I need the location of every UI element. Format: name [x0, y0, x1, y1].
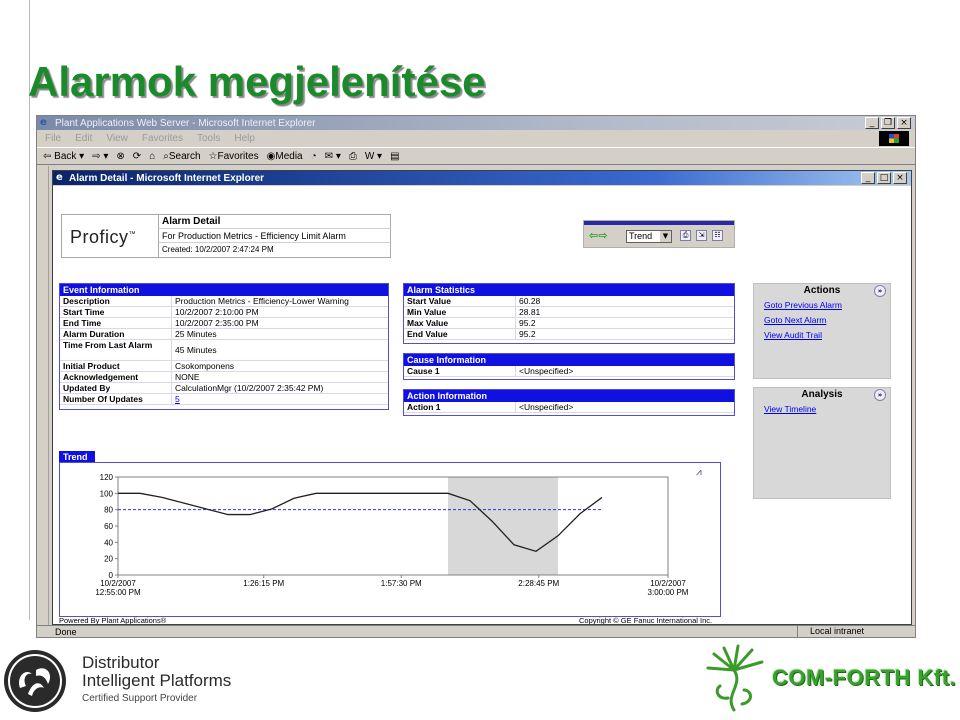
trend-navigator — [583, 220, 735, 248]
x-tick-label: 12:55:00 PM — [95, 588, 141, 597]
back-label: Back — [54, 150, 77, 162]
actions-panel-header — [754, 284, 890, 298]
back-arrow-icon: ⇦ — [43, 150, 52, 162]
alarm-header-subtitle: For Production Metrics - Efficiency Limit Alarm — [158, 229, 391, 243]
browser-title: Plant Applications Web Server - Microsoft Internet Explorer — [55, 117, 316, 129]
event-info-key: Updated By — [60, 383, 172, 393]
chevron-down-icon: ▼ — [660, 231, 671, 242]
event-info-value: NONE — [175, 372, 200, 382]
cause-value: <Unspecified> — [519, 366, 574, 376]
stop-icon[interactable]: ⊗ — [116, 150, 125, 162]
y-tick-label: 120 — [99, 473, 113, 482]
discuss-icon[interactable]: ▤ — [390, 150, 400, 162]
footer-powered-by: Powered By Plant Applications® — [59, 616, 167, 625]
alarm-statistics-title: Alarm Statistics — [404, 284, 734, 296]
y-tick-label: 20 — [104, 554, 113, 564]
table-row — [60, 372, 388, 383]
minimize-icon[interactable]: _ — [865, 117, 879, 129]
alarm-stat-key: End Value — [404, 329, 516, 339]
trend-chart-box — [59, 462, 721, 617]
media-button[interactable] — [267, 151, 303, 162]
table-row — [60, 361, 388, 372]
x-tick-label: 10/2/2007 — [650, 579, 686, 588]
ge-logo — [2, 648, 68, 714]
status-zone: Local intranet — [797, 626, 864, 637]
table-row — [60, 296, 388, 307]
y-tick-label: 80 — [104, 505, 113, 515]
alarm-stat-value: 95.2 — [519, 329, 536, 339]
minimize-icon[interactable]: _ — [861, 172, 875, 184]
x-tick-label: 2:28:45 PM — [518, 579, 560, 588]
cause-information-panel — [403, 353, 735, 380]
table-row — [60, 383, 388, 394]
menu-edit[interactable]: Edit — [75, 133, 93, 144]
status-done: Done — [55, 626, 77, 637]
browser-titlebar — [37, 116, 915, 130]
comforth-text: COM-FORTH Kft. — [772, 665, 957, 690]
edit-icon[interactable]: W ▾ — [364, 150, 383, 162]
event-info-key: Number Of Updates — [60, 394, 172, 404]
favorites-button[interactable] — [209, 151, 259, 162]
favorites-label: Favorites — [217, 150, 259, 162]
y-tick-label: 60 — [104, 522, 113, 531]
event-info-value: 25 Minutes — [175, 329, 217, 339]
ie-logo-icon: e — [56, 172, 63, 183]
footer-copyright: Copyright © GE Fanuc International Inc. — [579, 616, 713, 625]
trend-chart — [60, 463, 720, 616]
alarm-stat-key: Start Value — [404, 296, 516, 306]
table-row — [404, 318, 734, 329]
plot-frame — [118, 477, 668, 575]
table-row — [60, 307, 388, 318]
analysis-panel — [753, 387, 891, 499]
table-row — [60, 340, 388, 361]
event-info-value: 45 Minutes — [175, 345, 217, 355]
ge-line-platforms: Intelligent Platforms — [82, 671, 232, 690]
alarm-highlight-band — [448, 477, 558, 575]
action-information-panel — [403, 389, 735, 416]
browser-toolbar — [37, 147, 915, 165]
alarm-header-created: Created: 10/2/2007 2:47:24 PM — [158, 243, 391, 257]
menu-file[interactable]: File — [45, 133, 62, 144]
comforth-logo — [694, 640, 774, 720]
event-info-key: Alarm Duration — [60, 329, 172, 339]
action-value: <Unspecified> — [519, 402, 574, 412]
collapse-chevron-icon[interactable]: » — [874, 285, 886, 297]
search-button[interactable] — [163, 151, 200, 162]
browser-menubar — [37, 131, 915, 146]
print-icon[interactable]: ⎙ — [680, 230, 691, 241]
ge-line-distributor: Distributor — [82, 653, 160, 672]
popup-titlebar — [53, 171, 911, 185]
nav-arrows-icon[interactable]: ⇦⇨ — [589, 229, 608, 242]
event-info-value: Csokomponens — [175, 361, 235, 371]
browser-statusbar — [37, 625, 915, 637]
search-label: Search — [168, 150, 201, 162]
slide-title: Alarmok megjelenítése — [28, 58, 486, 105]
event-info-value: CalculationMgr (10/2/2007 2:35:42 PM) — [175, 383, 324, 393]
event-info-value: 10/2/2007 2:10:00 PM — [175, 307, 259, 317]
event-info-key: Time From Last Alarm — [60, 340, 172, 360]
table-row — [404, 402, 734, 413]
windows-flag-icon — [879, 131, 909, 146]
x-tick-label: 1:57:30 PM — [380, 579, 422, 588]
print-icon[interactable]: ⎙ — [348, 150, 357, 162]
browser-left-strip — [37, 166, 49, 626]
alarm-header-info — [158, 215, 391, 257]
table-row — [60, 394, 388, 405]
goto-previous-alarm-link[interactable]: Goto Previous Alarm — [764, 300, 842, 310]
table-row — [404, 329, 734, 340]
cause-key: Cause 1 — [404, 366, 516, 376]
x-tick-label: 1:26:15 PM — [243, 579, 285, 588]
export-icon[interactable]: ⇲ — [696, 230, 707, 241]
forward-button[interactable]: ⇨ ▾ — [92, 150, 109, 162]
maximize-icon[interactable]: □ — [877, 172, 891, 184]
y-tick-label: 0 — [108, 571, 113, 580]
popup-title: Alarm Detail - Microsoft Internet Explorer — [69, 172, 265, 184]
table-row — [404, 296, 734, 307]
menu-tools[interactable]: Tools — [196, 133, 221, 144]
home-icon[interactable]: ⌂ — [149, 150, 156, 162]
table-row — [404, 366, 734, 377]
event-info-key: End Time — [60, 318, 172, 328]
trend-tab[interactable]: Trend — [59, 451, 95, 463]
event-info-key: Description — [60, 296, 172, 306]
proficy-logo-text: Proficy — [70, 227, 129, 247]
goto-next-alarm-link[interactable]: Goto Next Alarm — [764, 315, 827, 325]
proficy-logo — [70, 227, 136, 248]
analysis-panel-header — [754, 388, 890, 402]
options-icon[interactable]: ☷ — [712, 230, 723, 241]
alarm-detail-window — [52, 170, 912, 625]
alarm-stat-value: 95.2 — [519, 318, 536, 328]
action-key: Action 1 — [404, 402, 516, 412]
back-button[interactable]: ⇦ Back ▾ — [43, 150, 85, 162]
actions-title: Actions — [803, 285, 841, 296]
alarm-header-title: Alarm Detail — [158, 215, 391, 229]
ie-logo-icon: e — [40, 117, 47, 128]
table-row — [404, 307, 734, 318]
table-row — [60, 329, 388, 340]
close-icon[interactable]: × — [893, 172, 907, 184]
event-info-key: Acknowledgement — [60, 372, 172, 382]
y-tick-label: 40 — [104, 538, 113, 548]
close-icon[interactable]: × — [897, 117, 911, 129]
alarm-header — [61, 214, 391, 258]
proficy-logo-tm: ™ — [128, 231, 137, 238]
action-information-title: Action Information — [404, 390, 734, 402]
y-tick-label: 100 — [99, 489, 113, 499]
event-information-title: Event Information — [60, 284, 388, 296]
menu-view[interactable]: View — [106, 133, 128, 144]
ge-distributor-text — [82, 654, 231, 706]
media-icon: ◉ — [266, 150, 276, 162]
popup-body — [53, 186, 912, 625]
view-audit-trail-link[interactable]: View Audit Trail — [764, 330, 822, 340]
restore-icon[interactable]: ❐ — [881, 117, 895, 129]
view-select-value: Trend — [629, 231, 653, 241]
ge-line-certified: Certified Support Provider — [82, 693, 198, 704]
event-info-key: Initial Product — [60, 361, 172, 371]
search-icon: ⌕ — [163, 150, 169, 162]
event-info-value: Production Metrics - Efficiency-Lower Warning — [175, 296, 349, 306]
alarm-stat-value: 28.81 — [519, 307, 541, 317]
alarm-stat-key: Min Value — [404, 307, 516, 317]
event-information-panel — [59, 283, 389, 410]
cause-information-title: Cause Information — [404, 354, 734, 366]
menu-favorites[interactable]: Favorites — [141, 133, 183, 144]
alarm-statistics-panel — [403, 283, 735, 344]
view-timeline-link[interactable]: View Timeline — [764, 404, 817, 414]
menu-help[interactable]: Help — [234, 133, 255, 144]
star-icon: ☆ — [208, 150, 218, 162]
history-icon[interactable]: ◔ — [310, 150, 317, 162]
collapse-chevron-icon[interactable]: » — [874, 389, 886, 401]
event-info-key: Start Time — [60, 307, 172, 317]
alarm-stat-key: Max Value — [404, 318, 516, 328]
actions-panel — [753, 283, 891, 379]
x-tick-label: 10/2/2007 — [100, 579, 136, 588]
event-info-value[interactable]: 5 — [175, 394, 180, 404]
event-info-value: 10/2/2007 2:35:00 PM — [175, 318, 259, 328]
x-tick-label: 3:00:00 PM — [647, 588, 689, 597]
view-select[interactable] — [626, 230, 672, 243]
refresh-icon[interactable]: ⟳ — [132, 150, 142, 162]
alarm-stat-value: 60.28 — [519, 296, 541, 306]
mail-icon[interactable]: ✉ ▾ — [324, 150, 341, 162]
table-row — [60, 318, 388, 329]
chart-options-icon[interactable]: ⩘ — [696, 467, 702, 478]
analysis-title: Analysis — [801, 389, 843, 400]
media-label: Media — [275, 150, 303, 162]
